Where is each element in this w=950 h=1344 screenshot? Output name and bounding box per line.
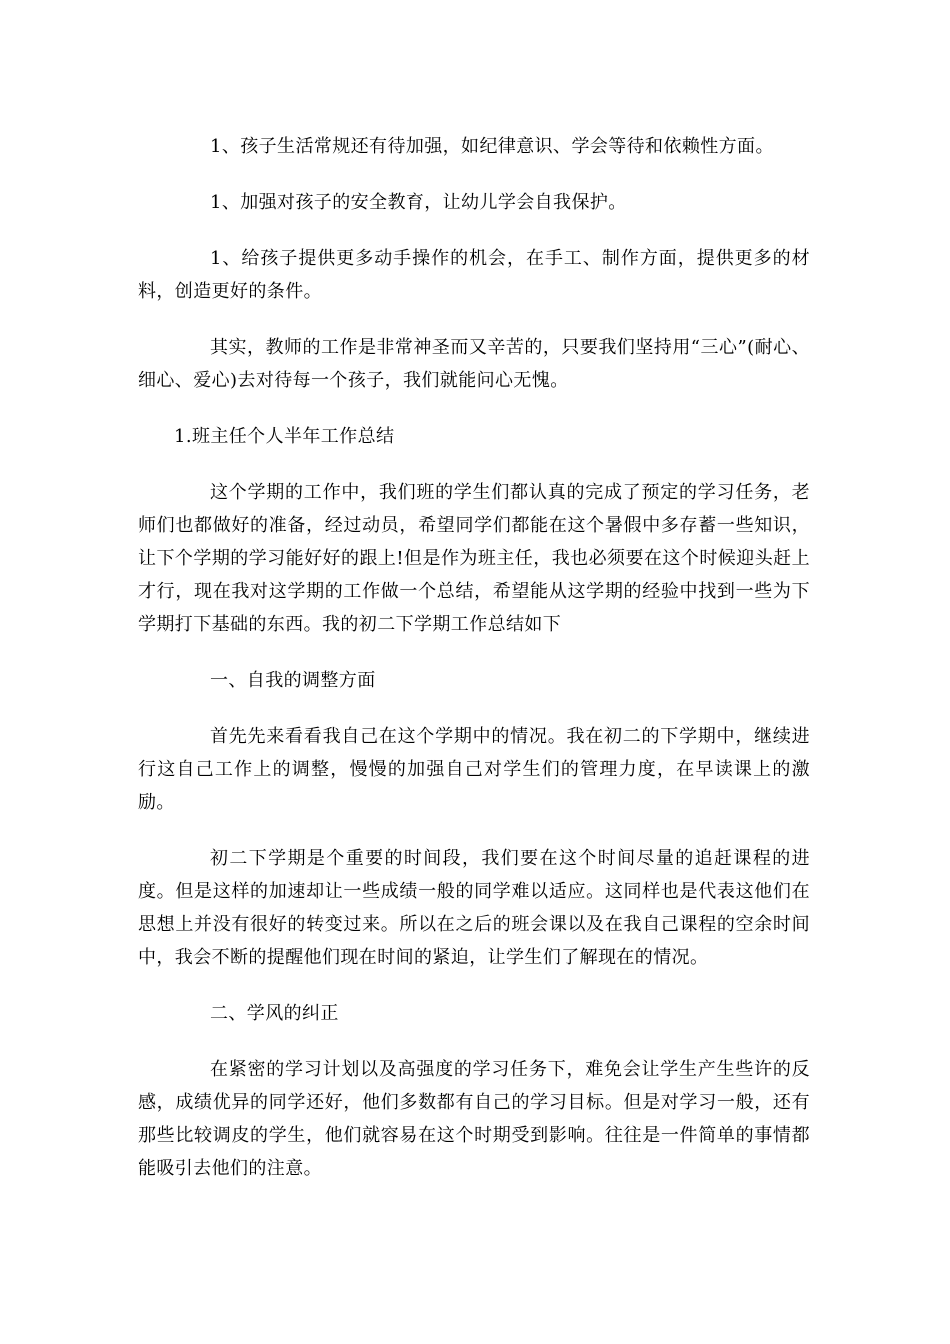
paragraph-study-pressure: 在紧密的学习计划以及高强度的学习任务下，难免会让学生产生些许的反感，成绩优异的同学还好，他们多数都有自己的学习目标。但是对学习一般，还有那些比较调皮的学生，他们就容易在这个时期受到影响。往往是一件简单的事情都能吸引去他们的注意。 [138, 1059, 810, 1179]
paragraph-safety: 1、加强对孩子的安全教育，让幼儿学会自我保护。 [210, 192, 627, 213]
paragraph-self-situation: 首先先来看看我自己在这个学期中的情况。我在初二的下学期中，继续进行这自己工作上的调整，慢慢的加强自己对学生们的管理力度，在早读课上的激励。 [138, 726, 810, 813]
heading-self-adjustment: 一、自我的调整方面 [210, 670, 376, 691]
heading-study-style: 二、学风的纠正 [210, 1003, 339, 1024]
paragraph-semester-intro: 这个学期的工作中，我们班的学生们都认真的完成了预定的学习任务，老师们也都做好的准备，经过动员，希望同学们都能在这个暑假中多存蓄一些知识，让下个学期的学习能好好的跟上!但是作为班主任，我也必须要在这个时候迎头赶上才行，现在我对这学期的工作做一个总结，希望能从这学期的经验中找到一些为下学期打下基础的东西。我的初二下学期工作总结如下 [138, 482, 810, 635]
paragraph-habits: 1、孩子生活常规还有待加强，如纪律意识、学会等待和依赖性方面。 [210, 136, 774, 157]
section-title-summary: 1.班主任个人半年工作总结 [174, 426, 395, 447]
paragraph-handson: 1、给孩子提供更多动手操作的机会，在手工、制作方面，提供更多的材料，创造更好的条件。 [138, 248, 810, 302]
document-body [138, 130, 810, 1208]
paragraph-teacher-work: 其实，教师的工作是非常神圣而又辛苦的，只要我们坚持用“三心”(耐心、细心、爱心)去对待每一个孩子，我们就能问心无愧。 [138, 337, 810, 391]
paragraph-progress: 初二下学期是个重要的时间段，我们要在这个时间尽量的追赶课程的进度。但是这样的加速却让一些成绩一般的同学难以适应。这同样也是代表这他们在思想上并没有很好的转变过来。所以在之后的班会课以及在我自己课程的空余时间中，我会不断的提醒他们现在时间的紧迫，让学生们了解现在的情况。 [138, 848, 810, 968]
